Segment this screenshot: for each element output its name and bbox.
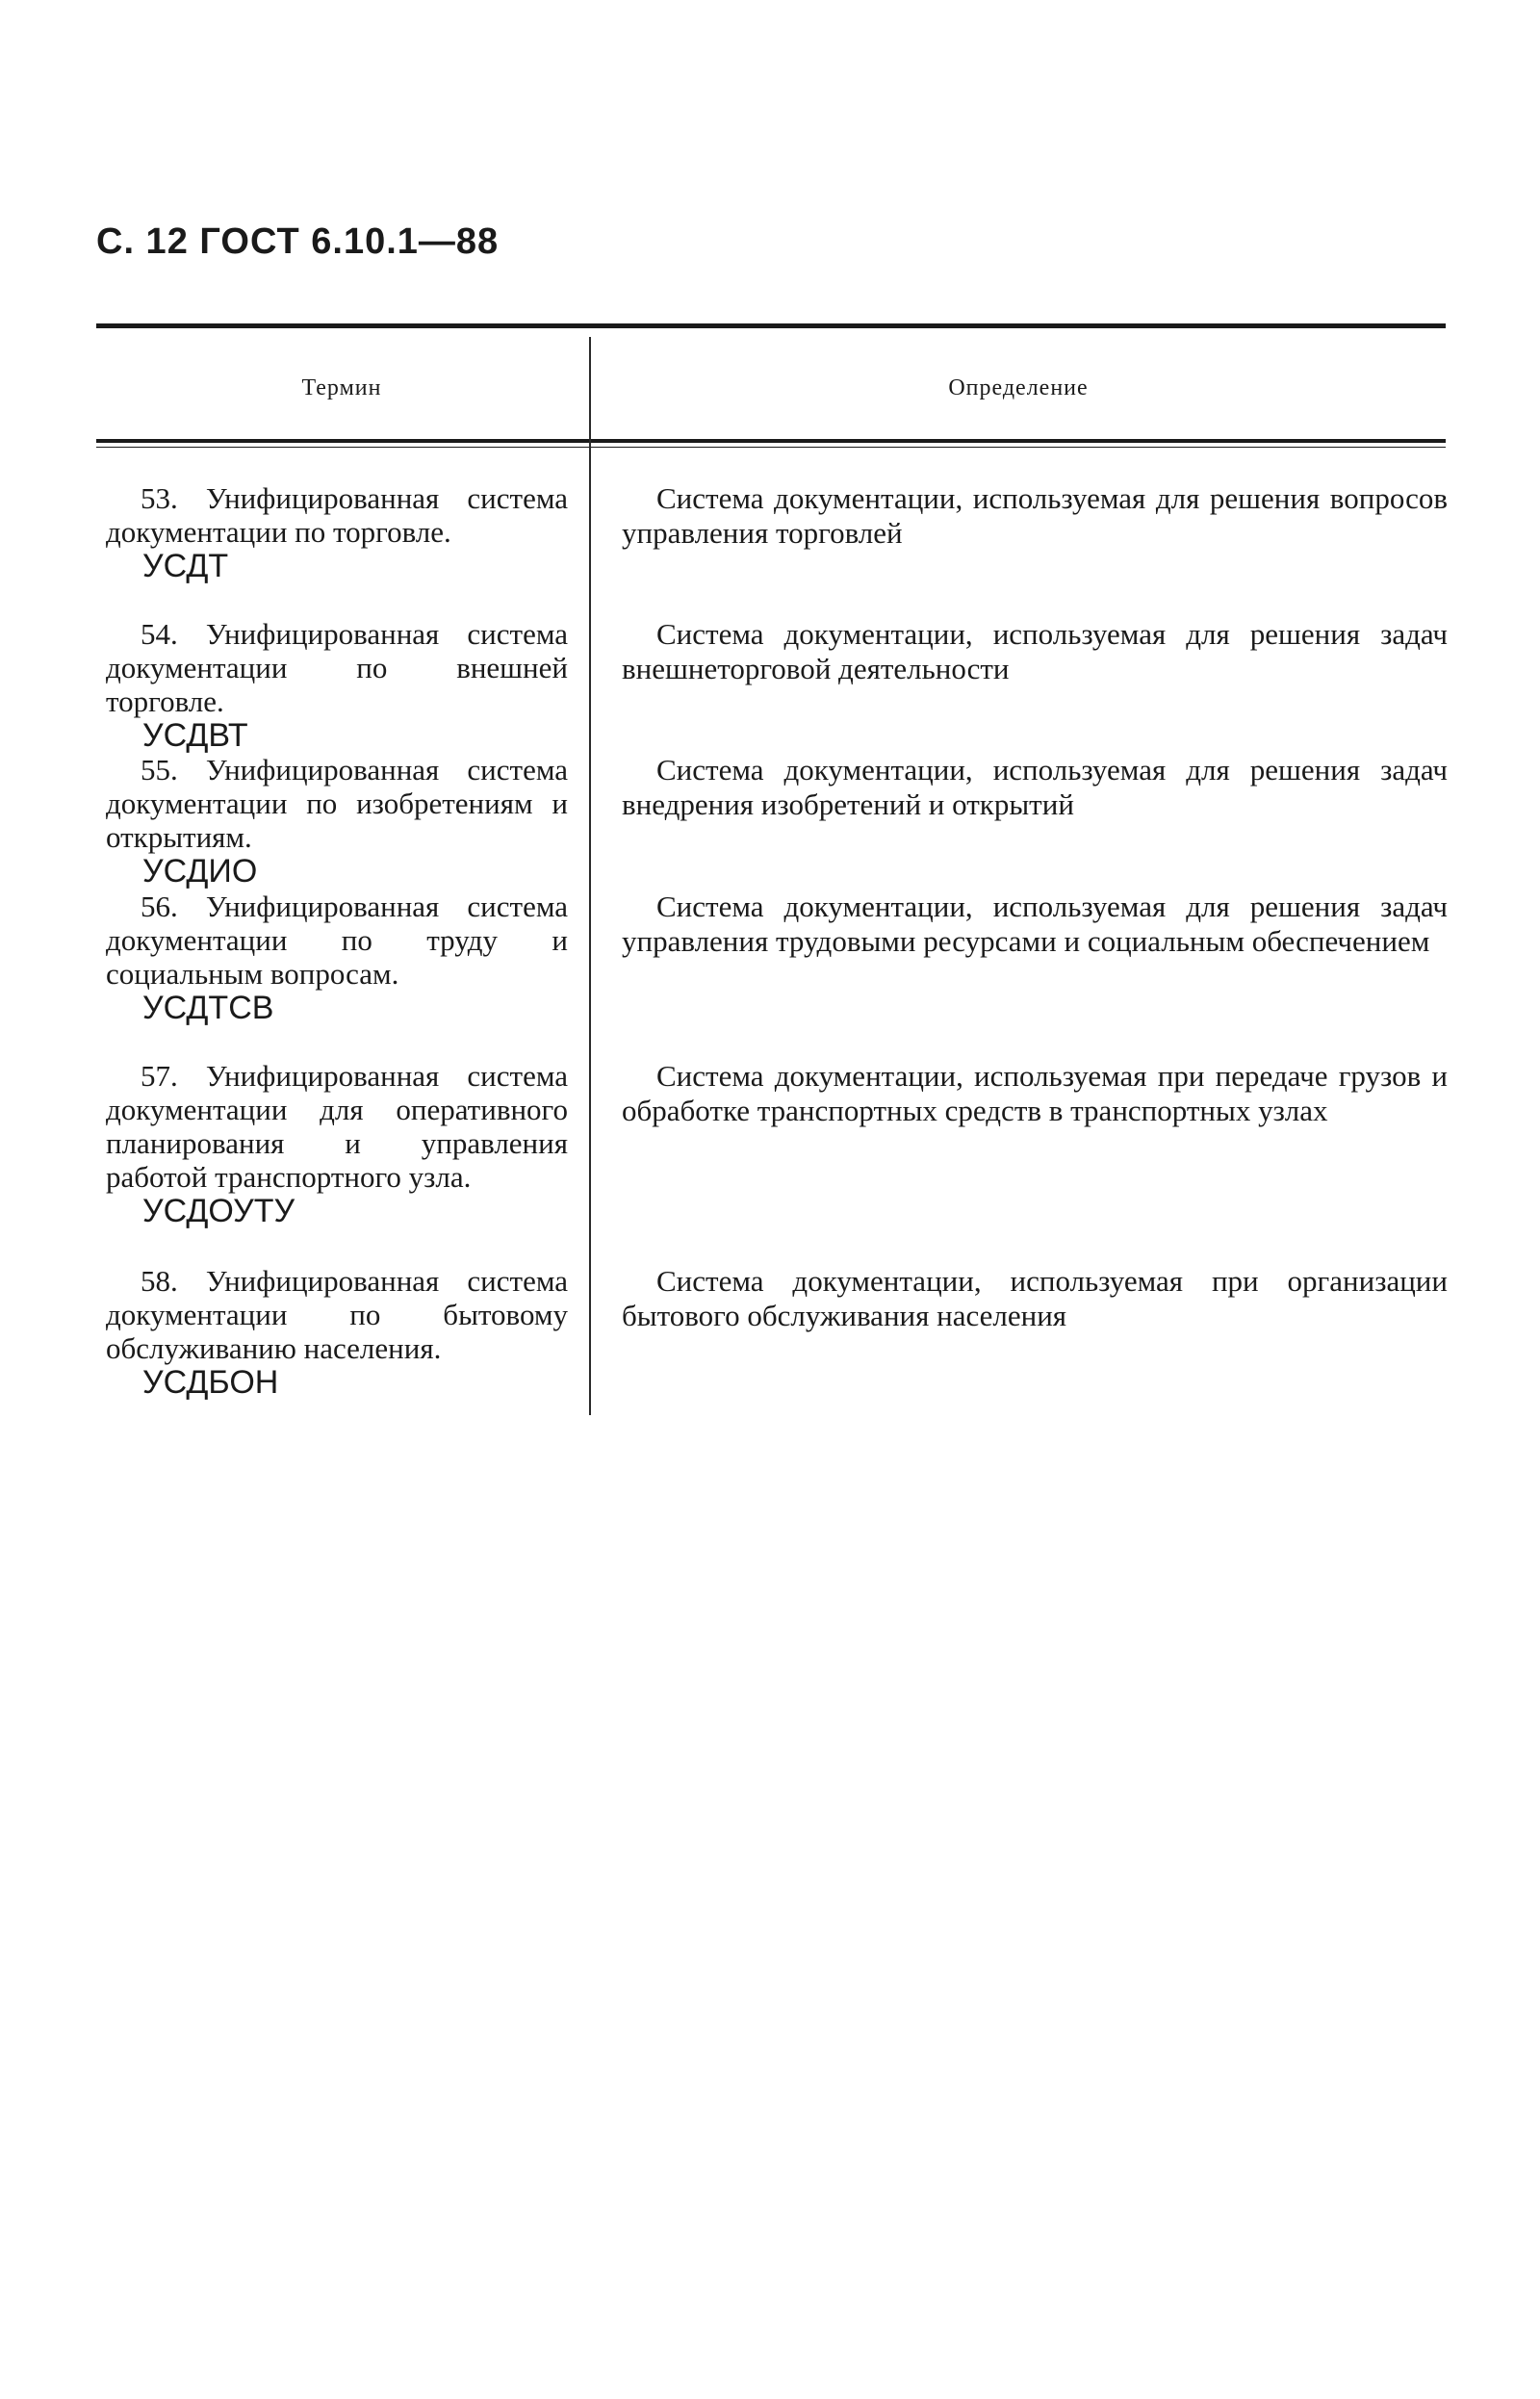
table-header-rule-thin [96, 447, 1446, 448]
term-abbreviation: УСДИО [142, 853, 258, 890]
table-row-definition: Система документации, используемая для решения вопросов управления торговлей [622, 481, 1448, 550]
term-text: 53. Унифицированная система документации по торговле. [106, 481, 568, 549]
table-row-term [106, 1059, 568, 1228]
term-text: 57. Унифицированная система документации для оперативного планирования и управления работой транспортного узла. [106, 1059, 568, 1194]
table-row-definition: Система документации, используемая при передаче грузов и обработке транспортных средств в транспортных узлах [622, 1059, 1448, 1127]
term-abbreviation: УСДБОН [142, 1364, 279, 1401]
column-header-definition: Определение [948, 375, 1089, 400]
column-divider [589, 337, 591, 1415]
table-row-term [106, 617, 568, 753]
term-abbreviation: УСДВТ [142, 717, 248, 754]
term-text: 56. Унифицированная система документации по труду и социальным вопросам. [106, 890, 568, 991]
table-top-rule [96, 323, 1446, 328]
table-row-definition: Система документации, используемая для решения задач внедрения изобретений и открытий [622, 753, 1448, 821]
table-row-term [106, 890, 568, 1025]
table-row-term [106, 1264, 568, 1400]
table-row-term [106, 481, 568, 583]
table-row-definition: Система документации, используемая для решения задач внешнеторговой деятельности [622, 617, 1448, 685]
term-abbreviation: УСДТСВ [142, 990, 274, 1026]
table-header-rule [96, 439, 1446, 443]
table-row-definition: Система документации, используемая при организации бытового обслуживания населения [622, 1264, 1448, 1332]
term-abbreviation: УСДТ [142, 548, 229, 584]
term-abbreviation: УСДОУТУ [142, 1193, 295, 1229]
table-row-definition: Система документации, используемая для решения задач управления трудовыми ресурсами и социальным обеспечением [622, 890, 1448, 958]
page-header: С. 12 ГОСТ 6.10.1—88 [96, 221, 500, 262]
term-text: 54. Унифицированная система документации по внешней торговле. [106, 617, 568, 718]
table-row-term [106, 753, 568, 889]
term-text: 58. Унифицированная система документации по бытовому обслуживанию населения. [106, 1264, 568, 1365]
column-header-term: Термин [301, 375, 382, 400]
term-text: 55. Унифицированная система документации по изобретениям и открытиям. [106, 753, 568, 854]
